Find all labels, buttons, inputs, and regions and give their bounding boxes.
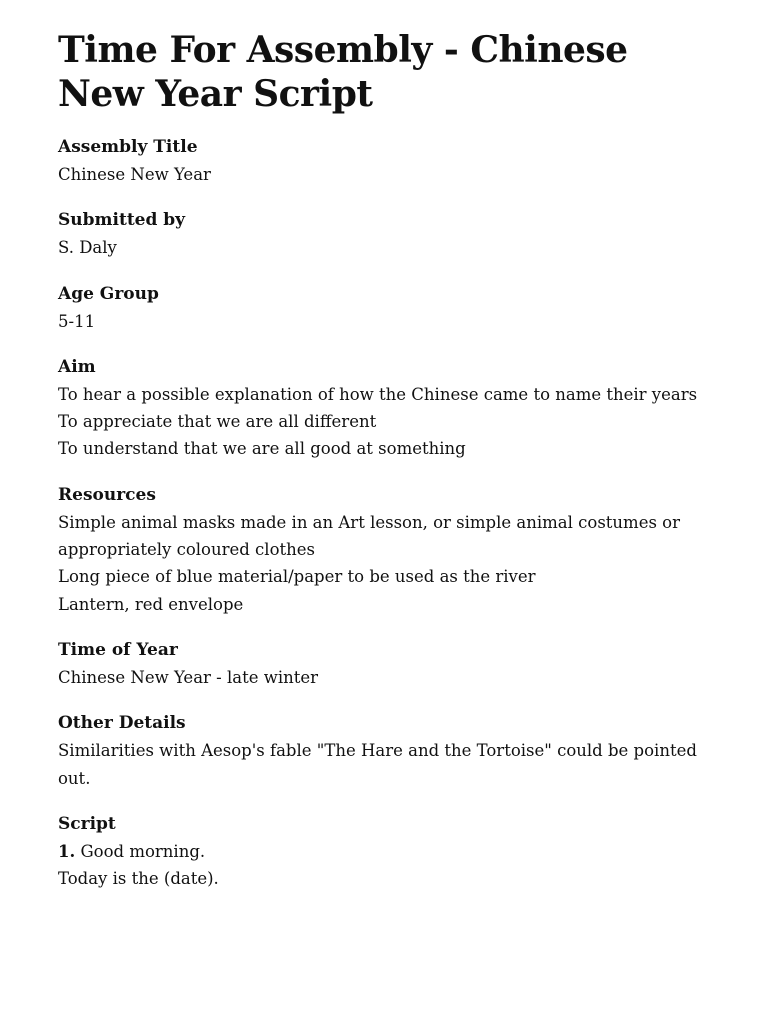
section-text: Lantern, red envelope — [58, 594, 244, 614]
section-text: S. Daly — [58, 238, 117, 258]
section-aim — [58, 354, 718, 463]
section-text: Chinese New Year - late winter — [58, 667, 319, 687]
section-heading: Resources — [58, 484, 156, 505]
section-assembly-title — [58, 134, 718, 188]
section-age-group — [58, 281, 718, 335]
section-text: To hear a possible explanation of how the Chinese came to name their years — [58, 384, 698, 404]
section-heading: Age Group — [58, 283, 159, 304]
script-line-1 — [58, 838, 718, 865]
script-line-2: Today is the (date). — [58, 869, 219, 889]
section-text: 5-11 — [58, 311, 96, 331]
script-step-number: 1. — [58, 841, 76, 861]
section-time-of-year — [58, 637, 718, 691]
section-text: Simple animal masks made in an Art lesson, or simple animal costumes or appropriately coloured clothes — [58, 512, 680, 560]
document-page — [58, 28, 718, 892]
section-heading: Other Details — [58, 713, 186, 734]
section-heading: Submitted by — [58, 210, 186, 231]
section-resources — [58, 482, 718, 618]
section-text: Long piece of blue material/paper to be used as the river — [58, 567, 536, 587]
section-text: To understand that we are all good at something — [58, 439, 466, 459]
section-heading: Time of Year — [58, 639, 178, 660]
section-text: To appreciate that we are all different — [58, 412, 377, 432]
section-text: Chinese New Year — [58, 165, 211, 184]
section-submitted-by — [58, 207, 718, 261]
script-text: Good morning. — [80, 841, 206, 861]
section-script — [58, 811, 718, 893]
section-other-details — [58, 710, 718, 792]
section-text: Similarities with Aesop's fable "The Hare and the Tortoise" could be pointed out. — [58, 741, 697, 788]
section-heading: Assembly Title — [58, 137, 198, 157]
section-heading: Script — [58, 813, 116, 834]
page-title: Time For Assembly - Chinese New Year Script — [58, 29, 628, 115]
section-heading: Aim — [58, 356, 96, 377]
